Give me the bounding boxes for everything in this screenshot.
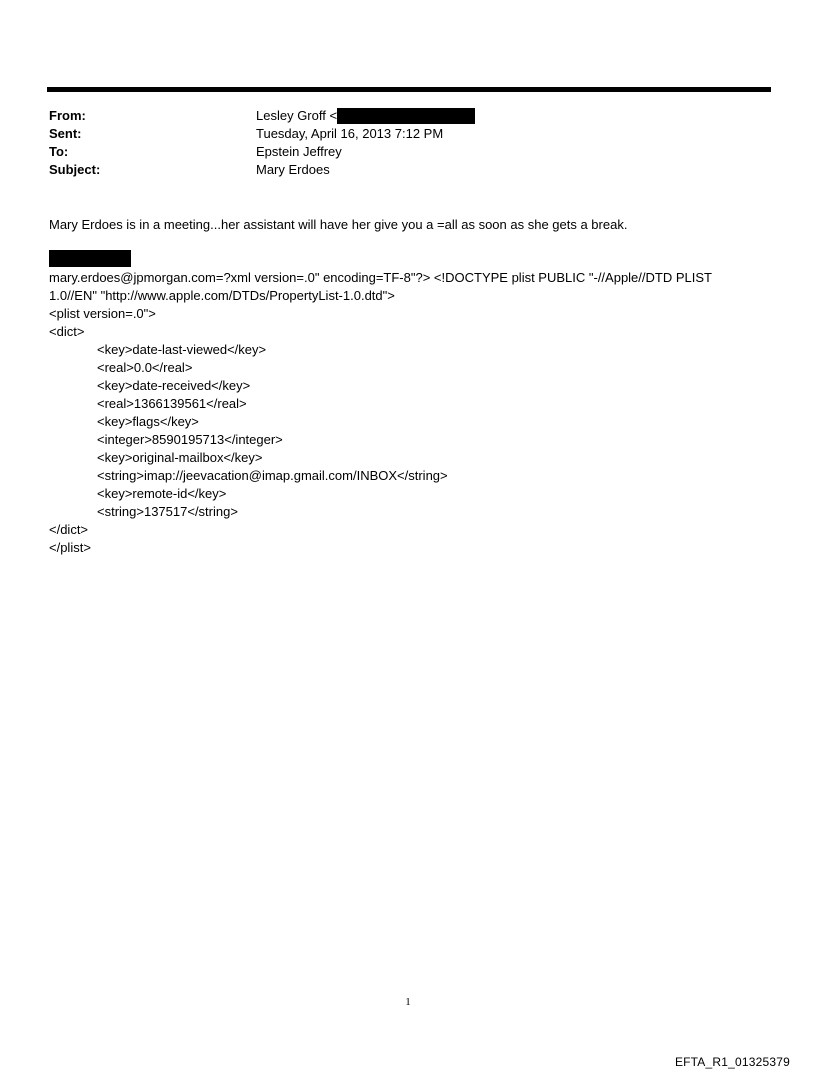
plist-line: 1.0//EN" "http://www.apple.com/DTDs/PropertyList-1.0.dtd">: [49, 288, 395, 303]
sent-value: Tuesday, April 16, 2013 7:12 PM: [256, 126, 444, 141]
plist-line: <key>flags</key>: [97, 414, 199, 429]
subject-value: Mary Erdoes: [256, 162, 330, 177]
message-body: Mary Erdoes is in a meeting...her assistant will have her give you a =all as soon as she gets a break.: [49, 217, 628, 232]
subject-label: Subject:: [49, 162, 101, 177]
email-header: [49, 107, 769, 179]
to-row: [49, 143, 769, 161]
page-number: 1: [405, 996, 411, 1008]
bates-number: EFTA_R1_01325379: [674, 1055, 790, 1069]
to-value: Epstein Jeffrey: [256, 144, 342, 159]
plist-line: <real>1366139561</real>: [97, 396, 247, 411]
redaction-box: [337, 108, 475, 124]
plist-line: <plist version=.0">: [49, 306, 156, 321]
plist-line: <integer>8590195713</integer>: [97, 432, 283, 447]
plist-line: <key>original-mailbox</key>: [97, 450, 263, 465]
plist-line: <key>remote-id</key>: [97, 486, 227, 501]
to-label: To:: [49, 144, 69, 159]
plist-block: [49, 269, 769, 557]
plist-line: <real>0.0</real>: [97, 360, 193, 375]
sent-row: [49, 125, 769, 143]
plist-line: <string>137517</string>: [97, 504, 238, 519]
subject-row: [49, 161, 769, 179]
plist-line: </dict>: [49, 522, 89, 537]
top-rule: [47, 87, 771, 92]
from-row: [49, 107, 769, 125]
plist-line: mary.erdoes@jpmorgan.com=?xml version=.0" encoding=TF-8"?> <!DOCTYPE plist PUBLIC "-//Apple//DTD PLIST: [49, 270, 712, 285]
from-name: Lesley Groff <: [256, 108, 338, 123]
plist-line: <key>date-last-viewed</key>: [97, 342, 267, 357]
plist-line: <key>date-received</key>: [97, 378, 251, 393]
plist-line: <string>imap://jeevacation@imap.gmail.com/INBOX</string>: [97, 468, 448, 483]
plist-line: <dict>: [49, 324, 85, 339]
from-label: From:: [49, 108, 86, 123]
redaction-box: [49, 250, 131, 267]
plist-line: </plist>: [49, 540, 91, 555]
sent-label: Sent:: [49, 126, 82, 141]
from-value: [256, 107, 475, 125]
